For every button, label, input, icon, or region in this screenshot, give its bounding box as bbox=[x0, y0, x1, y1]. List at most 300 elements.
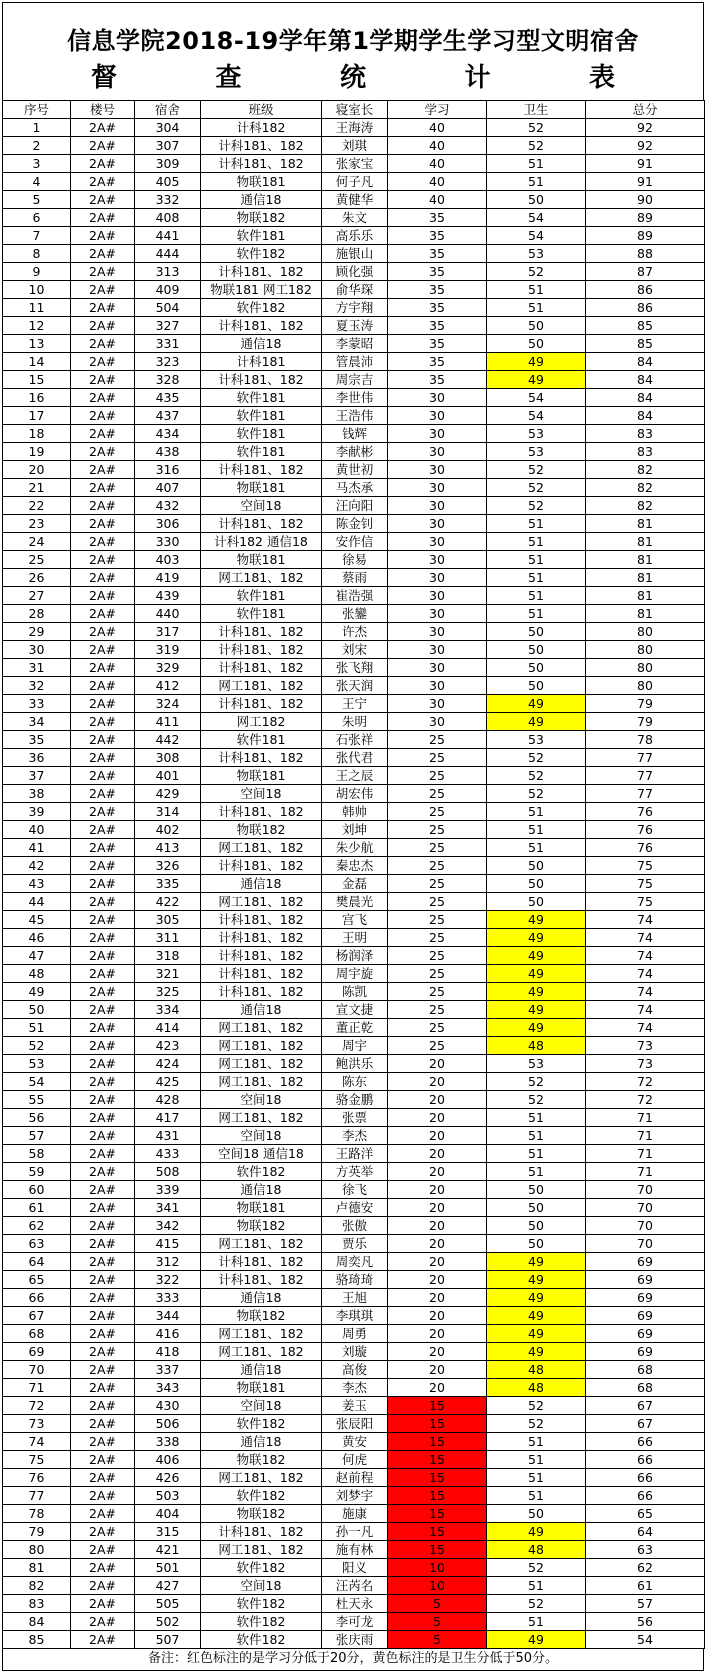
cell-dorm: 341 bbox=[135, 1199, 201, 1217]
cell-total: 82 bbox=[586, 497, 705, 515]
cell-hygiene: 51 bbox=[487, 1469, 586, 1487]
cell-study: 30 bbox=[388, 479, 487, 497]
cell-study: 15 bbox=[388, 1415, 487, 1433]
cell-dorm: 439 bbox=[135, 587, 201, 605]
cell-building: 2A# bbox=[71, 1163, 135, 1181]
cell-total: 74 bbox=[586, 1001, 705, 1019]
cell-class: 计科181、182 bbox=[201, 749, 322, 767]
cell-study: 20 bbox=[388, 1163, 487, 1181]
cell-study: 30 bbox=[388, 407, 487, 425]
table-row bbox=[3, 227, 705, 245]
cell-index: 63 bbox=[3, 1235, 71, 1253]
cell-class: 软件181 bbox=[201, 227, 322, 245]
cell-study: 35 bbox=[388, 317, 487, 335]
cell-building: 2A# bbox=[71, 191, 135, 209]
table-row bbox=[3, 1163, 705, 1181]
cell-building: 2A# bbox=[71, 551, 135, 569]
cell-hygiene: 48 bbox=[487, 1379, 586, 1397]
cell-leader: 钱辉 bbox=[322, 425, 388, 443]
table-row bbox=[3, 1397, 705, 1415]
cell-class: 计科181、182 bbox=[201, 155, 322, 173]
table-row bbox=[3, 1577, 705, 1595]
cell-dorm: 411 bbox=[135, 713, 201, 731]
cell-class: 软件181 bbox=[201, 605, 322, 623]
table-row bbox=[3, 803, 705, 821]
table-row bbox=[3, 209, 705, 227]
cell-index: 44 bbox=[3, 893, 71, 911]
cell-study: 30 bbox=[388, 515, 487, 533]
cell-class: 物联182 bbox=[201, 209, 322, 227]
cell-leader: 李可龙 bbox=[322, 1613, 388, 1631]
cell-class: 计科181、182 bbox=[201, 965, 322, 983]
cell-index: 61 bbox=[3, 1199, 71, 1217]
cell-study: 20 bbox=[388, 1127, 487, 1145]
cell-total: 71 bbox=[586, 1127, 705, 1145]
cell-leader: 张傲 bbox=[322, 1217, 388, 1235]
cell-study: 30 bbox=[388, 389, 487, 407]
cell-leader: 刘璇 bbox=[322, 1343, 388, 1361]
cell-leader: 鲍洪乐 bbox=[322, 1055, 388, 1073]
cell-class: 通信18 bbox=[201, 1001, 322, 1019]
cell-dorm: 308 bbox=[135, 749, 201, 767]
cell-building: 2A# bbox=[71, 947, 135, 965]
cell-study: 20 bbox=[388, 1145, 487, 1163]
cell-leader: 朱文 bbox=[322, 209, 388, 227]
cell-dorm: 437 bbox=[135, 407, 201, 425]
cell-leader: 崔浩强 bbox=[322, 587, 388, 605]
cell-class: 软件182 bbox=[201, 1559, 322, 1577]
cell-leader: 蔡雨 bbox=[322, 569, 388, 587]
cell-class: 计科181、182 bbox=[201, 263, 322, 281]
cell-total: 72 bbox=[586, 1073, 705, 1091]
cell-class: 网工181、182 bbox=[201, 893, 322, 911]
cell-study: 15 bbox=[388, 1469, 487, 1487]
cell-study: 20 bbox=[388, 1379, 487, 1397]
cell-class: 计科181、182 bbox=[201, 461, 322, 479]
cell-study: 25 bbox=[388, 893, 487, 911]
cell-study: 5 bbox=[388, 1613, 487, 1631]
cell-building: 2A# bbox=[71, 1397, 135, 1415]
cell-hygiene: 52 bbox=[487, 263, 586, 281]
cell-class: 空间18 bbox=[201, 497, 322, 515]
cell-dorm: 435 bbox=[135, 389, 201, 407]
cell-study: 5 bbox=[388, 1595, 487, 1613]
cell-index: 25 bbox=[3, 551, 71, 569]
cell-hygiene: 50 bbox=[487, 893, 586, 911]
cell-total: 61 bbox=[586, 1577, 705, 1595]
cell-leader: 汪芮名 bbox=[322, 1577, 388, 1595]
cell-hygiene: 49 bbox=[487, 947, 586, 965]
cell-leader: 顾化强 bbox=[322, 263, 388, 281]
table-row bbox=[3, 299, 705, 317]
cell-total: 70 bbox=[586, 1217, 705, 1235]
cell-index: 32 bbox=[3, 677, 71, 695]
cell-study: 25 bbox=[388, 1037, 487, 1055]
cell-class: 软件182 bbox=[201, 1595, 322, 1613]
cell-study: 40 bbox=[388, 173, 487, 191]
table-row bbox=[3, 1001, 705, 1019]
cell-hygiene: 52 bbox=[487, 119, 586, 137]
cell-study: 35 bbox=[388, 335, 487, 353]
cell-building: 2A# bbox=[71, 1289, 135, 1307]
cell-index: 79 bbox=[3, 1523, 71, 1541]
cell-total: 92 bbox=[586, 119, 705, 137]
cell-hygiene: 49 bbox=[487, 1325, 586, 1343]
cell-dorm: 433 bbox=[135, 1145, 201, 1163]
cell-study: 30 bbox=[388, 659, 487, 677]
cell-class: 软件181 bbox=[201, 425, 322, 443]
cell-leader: 何虎 bbox=[322, 1451, 388, 1469]
cell-leader: 周宇旋 bbox=[322, 965, 388, 983]
cell-leader: 陈东 bbox=[322, 1073, 388, 1091]
cell-building: 2A# bbox=[71, 1595, 135, 1613]
cell-leader: 施银山 bbox=[322, 245, 388, 263]
cell-leader: 高俊 bbox=[322, 1361, 388, 1379]
cell-total: 66 bbox=[586, 1469, 705, 1487]
cell-leader: 安作信 bbox=[322, 533, 388, 551]
cell-building: 2A# bbox=[71, 605, 135, 623]
cell-study: 25 bbox=[388, 767, 487, 785]
cell-leader: 董正乾 bbox=[322, 1019, 388, 1037]
cell-building: 2A# bbox=[71, 1631, 135, 1649]
cell-total: 74 bbox=[586, 911, 705, 929]
cell-hygiene: 52 bbox=[487, 1559, 586, 1577]
cell-class: 计科181、182 bbox=[201, 929, 322, 947]
table-row bbox=[3, 317, 705, 335]
cell-dorm: 330 bbox=[135, 533, 201, 551]
cell-leader: 刘宋 bbox=[322, 641, 388, 659]
title-char: 查 bbox=[215, 63, 242, 93]
cell-study: 25 bbox=[388, 731, 487, 749]
cell-class: 计科181、182 bbox=[201, 623, 322, 641]
cell-dorm: 430 bbox=[135, 1397, 201, 1415]
cell-leader: 宣文捷 bbox=[322, 1001, 388, 1019]
cell-index: 57 bbox=[3, 1127, 71, 1145]
cell-class: 计科181、182 bbox=[201, 983, 322, 1001]
cell-study: 40 bbox=[388, 137, 487, 155]
cell-study: 25 bbox=[388, 839, 487, 857]
cell-study: 30 bbox=[388, 551, 487, 569]
cell-dorm: 335 bbox=[135, 875, 201, 893]
cell-building: 2A# bbox=[71, 1055, 135, 1073]
cell-index: 68 bbox=[3, 1325, 71, 1343]
cell-index: 70 bbox=[3, 1361, 71, 1379]
cell-index: 40 bbox=[3, 821, 71, 839]
table-row bbox=[3, 1037, 705, 1055]
cell-dorm: 344 bbox=[135, 1307, 201, 1325]
cell-total: 75 bbox=[586, 893, 705, 911]
table-row bbox=[3, 767, 705, 785]
cell-total: 69 bbox=[586, 1343, 705, 1361]
cell-study: 15 bbox=[388, 1487, 487, 1505]
cell-hygiene: 51 bbox=[487, 281, 586, 299]
cell-leader: 俞华琛 bbox=[322, 281, 388, 299]
cell-class: 软件181 bbox=[201, 443, 322, 461]
cell-leader: 金磊 bbox=[322, 875, 388, 893]
table-row bbox=[3, 1181, 705, 1199]
cell-leader: 韩帅 bbox=[322, 803, 388, 821]
table-row bbox=[3, 1289, 705, 1307]
title-line-1: 信息学院2018-19学年第1学期学生学习型文明宿舍 bbox=[67, 27, 639, 55]
cell-study: 20 bbox=[388, 1253, 487, 1271]
table-row bbox=[3, 1559, 705, 1577]
cell-class: 软件181 bbox=[201, 587, 322, 605]
cell-total: 66 bbox=[586, 1487, 705, 1505]
cell-building: 2A# bbox=[71, 1127, 135, 1145]
cell-total: 91 bbox=[586, 173, 705, 191]
cell-index: 20 bbox=[3, 461, 71, 479]
cell-index: 23 bbox=[3, 515, 71, 533]
cell-study: 35 bbox=[388, 371, 487, 389]
cell-building: 2A# bbox=[71, 731, 135, 749]
cell-class: 计科181、182 bbox=[201, 317, 322, 335]
table-row bbox=[3, 893, 705, 911]
cell-index: 13 bbox=[3, 335, 71, 353]
cell-total: 74 bbox=[586, 1019, 705, 1037]
cell-index: 16 bbox=[3, 389, 71, 407]
cell-building: 2A# bbox=[71, 281, 135, 299]
cell-class: 通信18 bbox=[201, 1181, 322, 1199]
cell-study: 35 bbox=[388, 299, 487, 317]
cell-hygiene: 49 bbox=[487, 911, 586, 929]
cell-building: 2A# bbox=[71, 515, 135, 533]
cell-hygiene: 49 bbox=[487, 983, 586, 1001]
cell-hygiene: 51 bbox=[487, 569, 586, 587]
cell-leader: 王路洋 bbox=[322, 1145, 388, 1163]
cell-total: 76 bbox=[586, 821, 705, 839]
cell-index: 3 bbox=[3, 155, 71, 173]
cell-index: 80 bbox=[3, 1541, 71, 1559]
table-row bbox=[3, 929, 705, 947]
cell-building: 2A# bbox=[71, 1541, 135, 1559]
cell-hygiene: 51 bbox=[487, 1577, 586, 1595]
cell-building: 2A# bbox=[71, 407, 135, 425]
cell-leader: 周宇 bbox=[322, 1037, 388, 1055]
score-table bbox=[2, 100, 705, 1649]
cell-building: 2A# bbox=[71, 569, 135, 587]
cell-total: 67 bbox=[586, 1415, 705, 1433]
cell-dorm: 407 bbox=[135, 479, 201, 497]
cell-total: 71 bbox=[586, 1145, 705, 1163]
table-row bbox=[3, 749, 705, 767]
cell-index: 26 bbox=[3, 569, 71, 587]
cell-hygiene: 51 bbox=[487, 605, 586, 623]
cell-building: 2A# bbox=[71, 1559, 135, 1577]
cell-total: 81 bbox=[586, 587, 705, 605]
cell-building: 2A# bbox=[71, 533, 135, 551]
cell-study: 25 bbox=[388, 911, 487, 929]
table-row bbox=[3, 245, 705, 263]
cell-class: 软件182 bbox=[201, 299, 322, 317]
table-row bbox=[3, 515, 705, 533]
cell-building: 2A# bbox=[71, 209, 135, 227]
cell-hygiene: 48 bbox=[487, 1361, 586, 1379]
table-row bbox=[3, 1253, 705, 1271]
table-row bbox=[3, 1631, 705, 1649]
cell-study: 10 bbox=[388, 1559, 487, 1577]
cell-building: 2A# bbox=[71, 1361, 135, 1379]
cell-hygiene: 52 bbox=[487, 1397, 586, 1415]
cell-class: 物联181 bbox=[201, 173, 322, 191]
cell-dorm: 322 bbox=[135, 1271, 201, 1289]
table-row bbox=[3, 443, 705, 461]
cell-total: 71 bbox=[586, 1163, 705, 1181]
cell-index: 14 bbox=[3, 353, 71, 371]
cell-hygiene: 50 bbox=[487, 623, 586, 641]
cell-building: 2A# bbox=[71, 425, 135, 443]
cell-building: 2A# bbox=[71, 263, 135, 281]
cell-hygiene: 51 bbox=[487, 839, 586, 857]
cell-index: 67 bbox=[3, 1307, 71, 1325]
cell-building: 2A# bbox=[71, 137, 135, 155]
cell-class: 物联182 bbox=[201, 1217, 322, 1235]
cell-building: 2A# bbox=[71, 911, 135, 929]
table-row bbox=[3, 1541, 705, 1559]
cell-hygiene: 49 bbox=[487, 1631, 586, 1649]
cell-hygiene: 53 bbox=[487, 245, 586, 263]
title-char: 表 bbox=[588, 63, 615, 93]
cell-building: 2A# bbox=[71, 1433, 135, 1451]
cell-hygiene: 54 bbox=[487, 389, 586, 407]
table-row bbox=[3, 677, 705, 695]
cell-study: 20 bbox=[388, 1361, 487, 1379]
cell-total: 72 bbox=[586, 1091, 705, 1109]
cell-leader: 刘琪 bbox=[322, 137, 388, 155]
cell-class: 物联181 bbox=[201, 767, 322, 785]
table-row bbox=[3, 605, 705, 623]
cell-hygiene: 50 bbox=[487, 191, 586, 209]
cell-leader: 黄健华 bbox=[322, 191, 388, 209]
cell-index: 38 bbox=[3, 785, 71, 803]
table-row bbox=[3, 1145, 705, 1163]
cell-total: 81 bbox=[586, 551, 705, 569]
cell-class: 物联181 网工182 bbox=[201, 281, 322, 299]
cell-dorm: 343 bbox=[135, 1379, 201, 1397]
cell-leader: 李蒙昭 bbox=[322, 335, 388, 353]
cell-dorm: 438 bbox=[135, 443, 201, 461]
cell-study: 25 bbox=[388, 749, 487, 767]
cell-study: 30 bbox=[388, 587, 487, 605]
cell-class: 计科181、182 bbox=[201, 803, 322, 821]
cell-study: 25 bbox=[388, 803, 487, 821]
cell-total: 81 bbox=[586, 569, 705, 587]
cell-total: 77 bbox=[586, 749, 705, 767]
cell-total: 90 bbox=[586, 191, 705, 209]
cell-study: 15 bbox=[388, 1523, 487, 1541]
table-row bbox=[3, 1451, 705, 1469]
cell-dorm: 413 bbox=[135, 839, 201, 857]
cell-index: 6 bbox=[3, 209, 71, 227]
cell-index: 77 bbox=[3, 1487, 71, 1505]
cell-total: 79 bbox=[586, 695, 705, 713]
cell-building: 2A# bbox=[71, 371, 135, 389]
cell-dorm: 404 bbox=[135, 1505, 201, 1523]
cell-class: 计科182 bbox=[201, 119, 322, 137]
cell-total: 70 bbox=[586, 1181, 705, 1199]
cell-index: 74 bbox=[3, 1433, 71, 1451]
cell-building: 2A# bbox=[71, 299, 135, 317]
cell-class: 软件182 bbox=[201, 1487, 322, 1505]
cell-hygiene: 50 bbox=[487, 335, 586, 353]
cell-leader: 李琪琪 bbox=[322, 1307, 388, 1325]
cell-index: 52 bbox=[3, 1037, 71, 1055]
header-study: 学习 bbox=[388, 101, 487, 119]
cell-total: 92 bbox=[586, 137, 705, 155]
cell-hygiene: 49 bbox=[487, 1001, 586, 1019]
cell-dorm: 304 bbox=[135, 119, 201, 137]
cell-building: 2A# bbox=[71, 1307, 135, 1325]
table-row bbox=[3, 461, 705, 479]
cell-dorm: 316 bbox=[135, 461, 201, 479]
table-row bbox=[3, 497, 705, 515]
cell-dorm: 409 bbox=[135, 281, 201, 299]
cell-index: 30 bbox=[3, 641, 71, 659]
cell-building: 2A# bbox=[71, 1037, 135, 1055]
cell-total: 82 bbox=[586, 479, 705, 497]
cell-total: 77 bbox=[586, 767, 705, 785]
cell-index: 85 bbox=[3, 1631, 71, 1649]
cell-study: 20 bbox=[388, 1199, 487, 1217]
cell-index: 48 bbox=[3, 965, 71, 983]
cell-building: 2A# bbox=[71, 839, 135, 857]
cell-study: 15 bbox=[388, 1451, 487, 1469]
cell-class: 网工181、182 bbox=[201, 839, 322, 857]
cell-hygiene: 50 bbox=[487, 857, 586, 875]
cell-building: 2A# bbox=[71, 497, 135, 515]
cell-study: 20 bbox=[388, 1181, 487, 1199]
cell-hygiene: 49 bbox=[487, 1289, 586, 1307]
cell-hygiene: 51 bbox=[487, 155, 586, 173]
cell-class: 计科181、182 bbox=[201, 947, 322, 965]
cell-class: 物联181 bbox=[201, 551, 322, 569]
cell-study: 30 bbox=[388, 641, 487, 659]
cell-dorm: 428 bbox=[135, 1091, 201, 1109]
table-row bbox=[3, 1271, 705, 1289]
cell-dorm: 402 bbox=[135, 821, 201, 839]
header-index: 序号 bbox=[3, 101, 71, 119]
cell-total: 89 bbox=[586, 227, 705, 245]
table-row bbox=[3, 1091, 705, 1109]
cell-index: 51 bbox=[3, 1019, 71, 1037]
cell-hygiene: 52 bbox=[487, 479, 586, 497]
cell-study: 15 bbox=[388, 1397, 487, 1415]
cell-index: 5 bbox=[3, 191, 71, 209]
table-row bbox=[3, 371, 705, 389]
cell-hygiene: 53 bbox=[487, 1055, 586, 1073]
cell-index: 71 bbox=[3, 1379, 71, 1397]
cell-hygiene: 50 bbox=[487, 1235, 586, 1253]
cell-leader: 刘坤 bbox=[322, 821, 388, 839]
cell-dorm: 425 bbox=[135, 1073, 201, 1091]
cell-class: 网工181、182 bbox=[201, 569, 322, 587]
cell-building: 2A# bbox=[71, 1073, 135, 1091]
cell-total: 54 bbox=[586, 1631, 705, 1649]
cell-leader: 张家宝 bbox=[322, 155, 388, 173]
cell-dorm: 429 bbox=[135, 785, 201, 803]
cell-total: 91 bbox=[586, 155, 705, 173]
cell-leader: 周宗吉 bbox=[322, 371, 388, 389]
cell-building: 2A# bbox=[71, 1613, 135, 1631]
header-hygiene: 卫生 bbox=[487, 101, 586, 119]
cell-total: 80 bbox=[586, 677, 705, 695]
cell-building: 2A# bbox=[71, 1001, 135, 1019]
cell-total: 73 bbox=[586, 1055, 705, 1073]
cell-dorm: 507 bbox=[135, 1631, 201, 1649]
cell-building: 2A# bbox=[71, 983, 135, 1001]
cell-study: 35 bbox=[388, 209, 487, 227]
cell-study: 30 bbox=[388, 569, 487, 587]
cell-total: 67 bbox=[586, 1397, 705, 1415]
